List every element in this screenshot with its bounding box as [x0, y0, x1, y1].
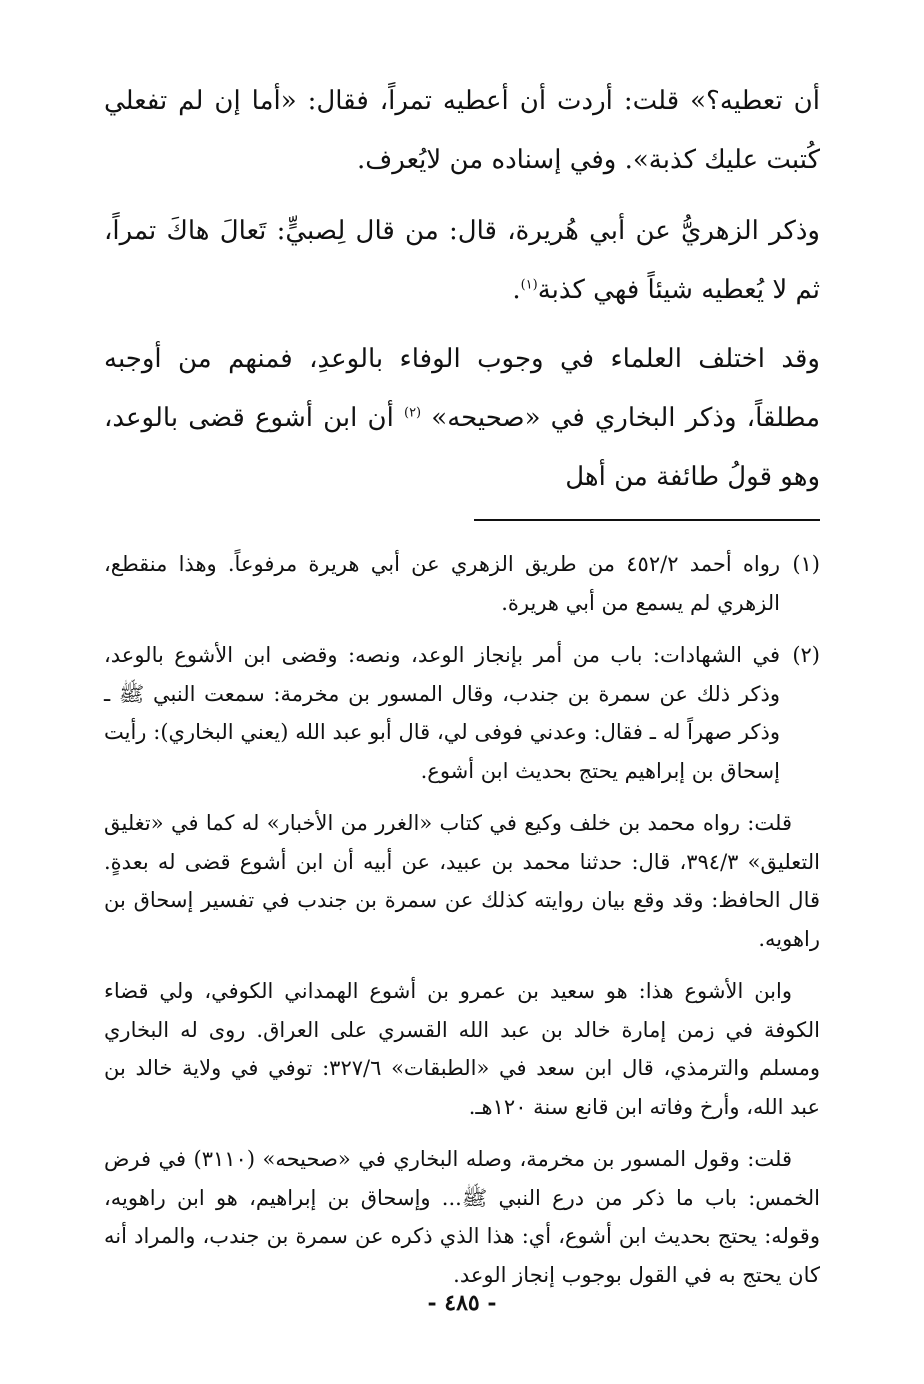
main-paragraph-3-part-b: أن ابن أشوع قضى بالوعد، وهو قولُ طائفة من أهل: [104, 403, 820, 492]
footnote-1-number: (١): [792, 552, 820, 576]
main-paragraph-2-end: .: [512, 275, 521, 305]
footnote-2-continuation-1: قلت: رواه محمد بن خلف وكيع في كتاب «الغرر من الأخبار» له كما في «تغليق التعليق» ٣٩٤/٣، قال: حدثنا محمد بن عبيد، عن أبيه أن ابن أشوع قضى له بعدةٍ. قال الحافظ: وقد وقع بيان روايته كذلك عن سمرة بن جندب في تفسير إسحاق بن راهويه.: [104, 811, 820, 951]
footnote-ref-1: (١): [520, 277, 538, 293]
page-number: - ٤٨٥ -: [427, 1290, 497, 1316]
main-paragraph-3: [104, 330, 820, 507]
footnote-2-continuation-2: وابن الأشوع هذا: هو سعيد بن عمرو بن أشوع الهمداني الكوفي، ولي قضاء الكوفة في زمن إمارة خالد بن عبد الله القسري على العراق. روى له البخاري ومسلم والترمذي، قال ابن سعد في «الطبقات» ٣٢٧/٦: توفي في ولاية خالد بن عبد الله، وأرخ وفاته ابن قانع سنة ١٢٠هـ.: [104, 979, 820, 1119]
main-paragraph-1: أن تعطيه؟» قلت: أردت أن أعطيه تمراً، فقال: «أما إن لم تفعلي كُتبت عليك كذبة». وفي إسناده من لايُعرف.: [104, 86, 820, 175]
main-paragraph-2: [104, 202, 820, 320]
footnote-2: [104, 636, 820, 790]
footnote-2-continuation-3: قلت: وقول المسور بن مخرمة، وصله البخاري في «صحيحه» (٣١١٠) في فرض الخمس: باب ما ذكر من درع النبي ﷺ... وإسحاق بن إبراهيم، هو ابن راهويه، وقوله: يحتج بحديث ابن أشوع، أي: هذا الذي ذكره عن سمرة بن جندب، والمراد أنه كان يحتج به في القول بوجوب إنجاز الوعد.: [104, 1147, 820, 1287]
footnote-2-number: (٢): [792, 643, 820, 667]
footnote-separator: [474, 519, 820, 521]
main-paragraph-2-text: وذكر الزهريُّ عن أبي هُريرة، قال: من قال لِصبيٍّ: تَعالَ هاكَ تمراً، ثم لا يُعطيه شيئاً فهي كذبة: [104, 216, 820, 305]
footnote-1-text: رواه أحمد ٤٥٢/٢ من طريق الزهري عن أبي هريرة مرفوعاً. وهذا منقطع، الزهري لم يسمع من أبي هريرة.: [104, 552, 780, 615]
footnote-ref-2: (٢): [403, 405, 422, 421]
footnote-1: [104, 545, 820, 622]
main-paragraph-3-part-a: وقد اختلف العلماء في وجوب الوفاء بالوعدِ، فمنهم من أوجبه مطلقاً، وذكر البخاري في «صحيحه»: [104, 344, 821, 433]
footnote-2-text: في الشهادات: باب من أمر بإنجاز الوعد، ونصه: وقضى ابن الأشوع بالوعد، وذكر ذلك عن سمرة بن جندب، وقال المسور بن مخرمة: سمعت النبي ﷺ ـ وذكر صهراً له ـ فقال: وعدني فوفى لي، قال أبو عبد الله (يعني البخاري): رأيت إسحاق بن إبراهيم يحتج بحديث ابن أشوع.: [104, 643, 780, 783]
